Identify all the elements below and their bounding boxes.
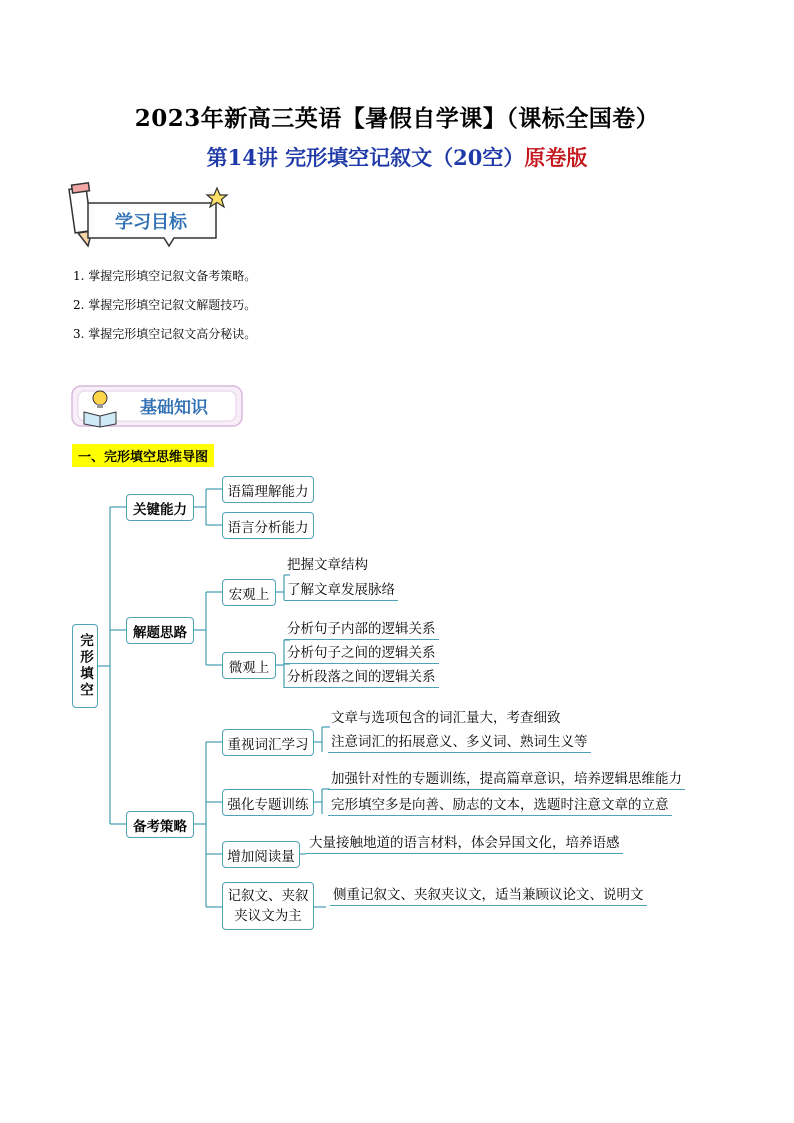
- leaf-text-types: 侧重记叙文、夹叙夹议文，适当兼顾议论文、说明文: [330, 886, 647, 906]
- branch-prep-strategy: 备考策略: [126, 811, 194, 838]
- objective-item: 2. 掌握完形填空记叙文解题技巧。: [73, 298, 257, 312]
- sub-macro: 宏观上: [222, 579, 276, 606]
- leaf-authentic-materials: 大量接触地道的语言材料，体会异国文化，培养语感: [306, 834, 623, 854]
- lecture-title-main: 第14讲 完形填空记叙文（20空）: [206, 145, 525, 170]
- sub-vocabulary: 重视词汇学习: [222, 729, 314, 756]
- sub-topic-training: 强化专题训练: [222, 789, 314, 816]
- lecture-title-suffix: 原卷版: [524, 145, 588, 170]
- sub-narrative-focus: [222, 882, 314, 930]
- sub-discourse-comprehension: 语篇理解能力: [222, 476, 314, 503]
- document-title: 2023年新高三英语【暑假自学课】（课标全国卷）: [134, 105, 660, 132]
- leaf-vocab-extension: 注意词汇的拓展意义、多义词、熟词生义等: [328, 733, 591, 753]
- branch-solving-approach: 解题思路: [126, 617, 194, 644]
- sub-micro: 微观上: [222, 652, 276, 679]
- mindmap-root: 完形填空: [72, 624, 98, 708]
- section-heading: 一、完形填空思维导图: [72, 444, 214, 467]
- leaf-development: 了解文章发展脉络: [284, 581, 398, 601]
- svg-text:学习目标: 学习目标: [115, 212, 187, 233]
- leaf-vocab-load: 文章与选项包含的词汇量大，考查细致: [331, 710, 561, 726]
- leaf-targeted-training: 加强针对性的专题训练，提高篇章意识，培养逻辑思维能力: [328, 770, 685, 790]
- svg-text:基础知识: 基础知识: [140, 398, 208, 418]
- sub-language-analysis: 语言分析能力: [222, 512, 314, 539]
- leaf-between-sentences: 分析句子之间的逻辑关系: [284, 644, 439, 664]
- objective-item: 1. 掌握完形填空记叙文备考策略。: [73, 269, 257, 283]
- leaf-between-paragraphs: 分析段落之间的逻辑关系: [284, 668, 439, 688]
- sub-reading-volume: 增加阅读量: [222, 841, 300, 868]
- leaf-sentence-internal: 分析句子内部的逻辑关系: [284, 620, 439, 640]
- sub-narrative-focus-line2: 夹议文为主: [234, 908, 302, 924]
- objective-item: 3. 掌握完形填空记叙文高分秘诀。: [73, 327, 257, 341]
- branch-key-abilities: 关键能力: [126, 494, 194, 521]
- leaf-structure: 把握文章结构: [287, 557, 368, 573]
- sub-narrative-focus-line1: 记叙文、夹叙: [227, 888, 309, 904]
- leaf-uplifting-texts: 完形填空多是向善、励志的文本，选题时注意文章的立意: [328, 796, 672, 816]
